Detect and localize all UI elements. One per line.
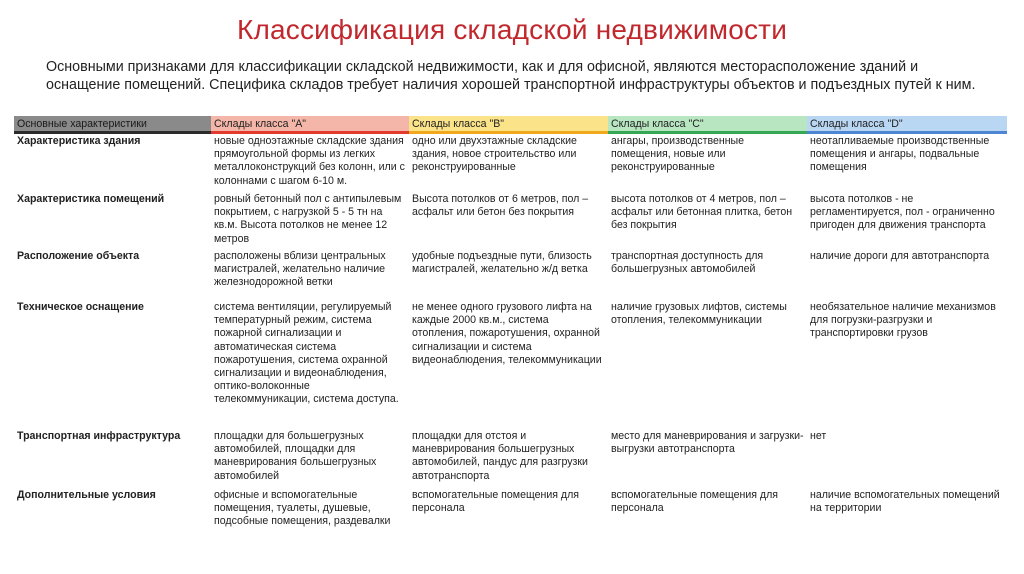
header-characteristics: Основные характеристики [14,116,211,133]
row-label: Характеристика здания [17,135,141,147]
row-label: Расположение объекта [17,250,140,262]
cell-class-c: наличие грузовых лифтов, системы отопления, телекоммуникации [611,301,787,327]
table-row [14,192,1007,249]
table-row [14,249,1007,300]
header-class-c: Склады класса "C" [608,116,807,133]
cell-class-d: нет [810,430,827,442]
cell-class-a: расположены вблизи центральных магистралей, желательно наличие железнодорожной ветки [214,250,386,289]
cell-class-c: вспомогательные помещения для персонала [611,489,779,515]
table-row [14,300,1007,429]
cell-class-a: ровный бетонный пол с антипылевым покрытием, с нагрузкой 5 - 5 тн на кв.м. Высота потолков не менее 12 метров [214,193,402,245]
cell-class-c: место для маневрирования и загрузки-выгрузки автотранспорта [611,430,804,456]
cell-class-d: неотапливаемые производственные помещения и ангары, подвальные помещения [810,135,990,174]
header-class-b: Склады класса "B" [409,116,608,133]
header-class-d: Склады класса "D" [807,116,1007,133]
intro-paragraph: Основными признаками для классификации складской недвижимости, как и для офисной, являются месторасположение зданий и оснащение помещений. Специфика складов требует наличия хорошей транспортной инфраструктуры объектов и подъездных путей к ним. [46,59,976,93]
cell-class-a: система вентиляции, регулируемый температурный режим, система пожарной сигнализации и автоматическая система пожаротушения, система охранной сигнализации и видеонаблюдения, оптико-волоконные телекоммуникации, система доступа. [214,301,399,406]
cell-class-a: площадки для большегрузных автомобилей, площадки для маневрирования большегрузных автомобилей [214,430,377,482]
cell-class-a: офисные и вспомогательные помещения, туалеты, душевые, подсобные помещения, раздевалки [214,489,391,528]
cell-class-d: высота потолков - не регламентируется, пол - ограниченно пригоден для движения транспорта [810,193,995,232]
header-class-a: Склады класса "A" [211,116,409,133]
cell-class-b: площадки для отстоя и маневрирования большегрузных автомобилей, пандус для разгрузки автотранспорта [412,430,588,482]
table-row [14,488,1007,529]
cell-class-c: высота потолков от 4 метров, пол – асфальт или бетонная плитка, бетон без покрытия [611,193,793,232]
cell-class-c: ангары, производственные помещения, новые или реконструированные [611,135,745,174]
page-title: Классификация складской недвижимости [236,14,788,45]
row-label: Техническое оснащение [17,301,144,313]
cell-class-d: наличие вспомогательных помещений на территории [810,489,1000,515]
cell-class-b: удобные подъездные пути, близость магистралей, желательно ж/д ветка [412,250,592,276]
cell-class-b: Высота потолков от 6 метров, пол – асфальт или бетон без покрытия [412,193,589,219]
table-row [14,133,1007,193]
row-label: Дополнительные условия [17,489,156,501]
cell-class-b: вспомогательные помещения для персонала [412,489,580,515]
cell-class-d: необязательное наличие механизмов для погрузки-разгрузки и транспортировки грузов [810,301,996,340]
classification-table [14,116,1007,529]
cell-class-c: транспортная доступность для большегрузных автомобилей [611,250,764,276]
cell-class-b: не менее одного грузового лифта на каждые 2000 кв.м., система отопления, пожаротушения, охранной сигнализации и система видеонаблюдения, телекоммуникации [412,301,602,366]
table-header-row [14,116,1007,133]
cell-class-a: новые одноэтажные складские здания прямоугольной формы из легких металлоконструкций без колонн, или с колоннами с шагом 6-10 м. [214,135,405,187]
cell-class-d: наличие дороги для автотранспорта [810,250,990,262]
row-label: Характеристика помещений [17,193,165,205]
row-label: Транспортная инфраструктура [17,430,181,442]
cell-class-b: одно или двухэтажные складские здания, новое строительство или реконструированные [412,135,577,174]
table-row [14,429,1007,488]
